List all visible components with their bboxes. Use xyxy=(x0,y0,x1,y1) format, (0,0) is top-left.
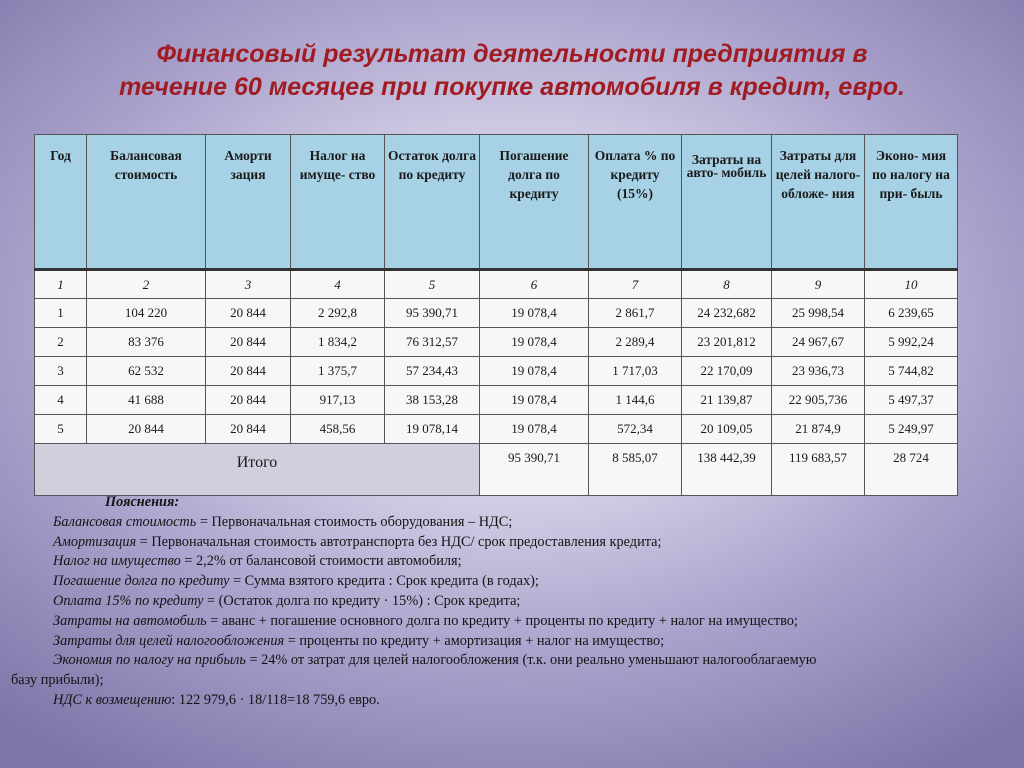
note-line xyxy=(0,691,1024,711)
header-year: Год xyxy=(35,135,87,270)
note-text: = 2,2% от балансовой стоимости автомобиля; xyxy=(180,553,462,570)
column-number: 6 xyxy=(480,270,589,299)
table-cell: 2 289,4 xyxy=(589,328,682,357)
header-depreciation: Аморти зация xyxy=(206,135,291,270)
note-line xyxy=(0,552,1024,572)
table-cell: 5 744,82 xyxy=(865,357,958,386)
table-cell: 62 532 xyxy=(87,357,206,386)
note-term: Амортизация xyxy=(53,533,137,550)
column-number: 10 xyxy=(865,270,958,299)
table-cell: 20 844 xyxy=(87,415,206,444)
table-cell: 22 905,736 xyxy=(772,386,865,415)
table-cell: 2 292,8 xyxy=(291,299,385,328)
column-number: 5 xyxy=(385,270,480,299)
column-number: 3 xyxy=(206,270,291,299)
table-cell: 1 xyxy=(35,299,87,328)
column-number: 9 xyxy=(772,270,865,299)
table-cell: 24 967,67 xyxy=(772,328,865,357)
slide-title xyxy=(0,38,1024,104)
header-taxable-costs: Затраты для целей налого- обложе- ния xyxy=(772,135,865,270)
column-number: 7 xyxy=(589,270,682,299)
column-number: 8 xyxy=(682,270,772,299)
column-number: 1 xyxy=(35,270,87,299)
header-tax-savings: Эконо- мия по налогу на при- быль xyxy=(865,135,958,270)
header-book-value: Балансовая стоимость xyxy=(87,135,206,270)
note-term: Экономия по налогу на прибыль xyxy=(53,652,246,669)
table-cell: 5 992,24 xyxy=(865,328,958,357)
table-row xyxy=(35,299,958,328)
table-row xyxy=(35,386,958,415)
table-cell: 5 xyxy=(35,415,87,444)
table-cell: 5 249,97 xyxy=(865,415,958,444)
note-line xyxy=(0,592,1024,612)
title-line-1: Финансовый результат деятельности предприятия в xyxy=(156,40,868,68)
total-row xyxy=(35,444,958,496)
total-cell: 28 724 xyxy=(865,444,958,496)
explanations-header: Пояснения: xyxy=(105,494,180,510)
table-row xyxy=(35,415,958,444)
note-text: = (Остаток долга по кредиту · 15%) : Срок кредита; xyxy=(203,592,521,609)
column-number: 4 xyxy=(291,270,385,299)
note-term: Затраты на автомобиль xyxy=(53,612,207,629)
note-term: НДС к возмещению xyxy=(53,691,172,708)
table-cell: 20 844 xyxy=(206,386,291,415)
note-line xyxy=(0,572,1024,592)
explanations xyxy=(0,493,1024,711)
table-cell: 21 139,87 xyxy=(682,386,772,415)
table-row xyxy=(35,328,958,357)
financial-results-table xyxy=(34,134,958,496)
table-cell: 57 234,43 xyxy=(385,357,480,386)
table-cell: 1 717,03 xyxy=(589,357,682,386)
table-cell: 19 078,4 xyxy=(480,299,589,328)
table-cell: 6 239,65 xyxy=(865,299,958,328)
total-cell: 8 585,07 xyxy=(589,444,682,496)
table-cell: 20 844 xyxy=(206,328,291,357)
total-label: Итого xyxy=(35,444,480,496)
note-term: Балансовая стоимость xyxy=(53,513,197,530)
table-cell: 76 312,57 xyxy=(385,328,480,357)
title-line-2: течение 60 месяцев при покупке автомобиля в кредит, евро. xyxy=(119,73,905,101)
note-text: = аванс + погашение основного долга по кредиту + проценты по кредиту + налог на имущество; xyxy=(206,612,798,629)
table-cell: 20 844 xyxy=(206,415,291,444)
note-text: = Первоначальная стоимость оборудования – НДС; xyxy=(196,513,513,530)
table-cell: 20 109,05 xyxy=(682,415,772,444)
column-number-row xyxy=(35,270,958,299)
note-line xyxy=(0,632,1024,652)
table-cell: 104 220 xyxy=(87,299,206,328)
note-line xyxy=(0,612,1024,632)
table-cell: 19 078,4 xyxy=(480,328,589,357)
table-cell: 1 834,2 xyxy=(291,328,385,357)
column-number: 2 xyxy=(87,270,206,299)
table-cell: 21 874,9 xyxy=(772,415,865,444)
table-cell: 2 xyxy=(35,328,87,357)
total-cell: 119 683,57 xyxy=(772,444,865,496)
note-line xyxy=(0,651,1024,671)
note-line xyxy=(0,513,1024,533)
header-loan-repayment: Погашение долга по кредиту xyxy=(480,135,589,270)
table-cell: 1 144,6 xyxy=(589,386,682,415)
total-cell: 138 442,39 xyxy=(682,444,772,496)
total-cell: 95 390,71 xyxy=(480,444,589,496)
table-cell: 5 497,37 xyxy=(865,386,958,415)
table-cell: 20 844 xyxy=(206,299,291,328)
table-cell: 19 078,4 xyxy=(480,415,589,444)
table-cell: 41 688 xyxy=(87,386,206,415)
note-text: = Первоначальная стоимость автотранспорта без НДС/ срок предоставления кредита; xyxy=(136,533,662,550)
table-cell: 2 861,7 xyxy=(589,299,682,328)
note-text: = 24% от затрат для целей налогообложения (т.к. они реально уменьшают налогооблагаемую xyxy=(245,652,817,669)
table-cell: 23 201,812 xyxy=(682,328,772,357)
table-cell: 3 xyxy=(35,357,87,386)
table-cell: 19 078,14 xyxy=(385,415,480,444)
note-term: Оплата 15% по кредиту xyxy=(53,592,204,609)
table-cell: 22 170,09 xyxy=(682,357,772,386)
header-car-costs: Затраты на авто- мобиль xyxy=(682,135,772,270)
table-cell: 20 844 xyxy=(206,357,291,386)
table-cell: 917,13 xyxy=(291,386,385,415)
table-cell: 83 376 xyxy=(87,328,206,357)
table-row xyxy=(35,357,958,386)
note-term: Погашение долга по кредиту xyxy=(53,573,230,590)
table-cell: 458,56 xyxy=(291,415,385,444)
table-cell: 4 xyxy=(35,386,87,415)
header-property-tax: Налог на имуще- ство xyxy=(291,135,385,270)
table-cell: 1 375,7 xyxy=(291,357,385,386)
table-cell: 95 390,71 xyxy=(385,299,480,328)
note-text: : 122 979,6 · 18/118=18 759,6 евро. xyxy=(171,691,380,708)
table-cell: 572,34 xyxy=(589,415,682,444)
table-cell: 38 153,28 xyxy=(385,386,480,415)
table-cell: 19 078,4 xyxy=(480,386,589,415)
table-cell: 19 078,4 xyxy=(480,357,589,386)
header-loan-balance: Остаток долга по кредиту xyxy=(385,135,480,270)
header-interest-payment: Оплата % по кредиту (15%) xyxy=(589,135,682,270)
table-cell: 25 998,54 xyxy=(772,299,865,328)
note-term: Налог на имущество xyxy=(53,553,181,570)
note-term: Затраты для целей налогообложения xyxy=(53,632,285,649)
note-text: = Сумма взятого кредита : Срок кредита (в годах); xyxy=(229,573,539,590)
note-text: = проценты по кредиту + амортизация + налог на имущество; xyxy=(284,632,665,649)
table-cell: 23 936,73 xyxy=(772,357,865,386)
table-cell: 24 232,682 xyxy=(682,299,772,328)
note-line xyxy=(0,533,1024,553)
note-line-continuation: базу прибыли); xyxy=(11,672,104,689)
